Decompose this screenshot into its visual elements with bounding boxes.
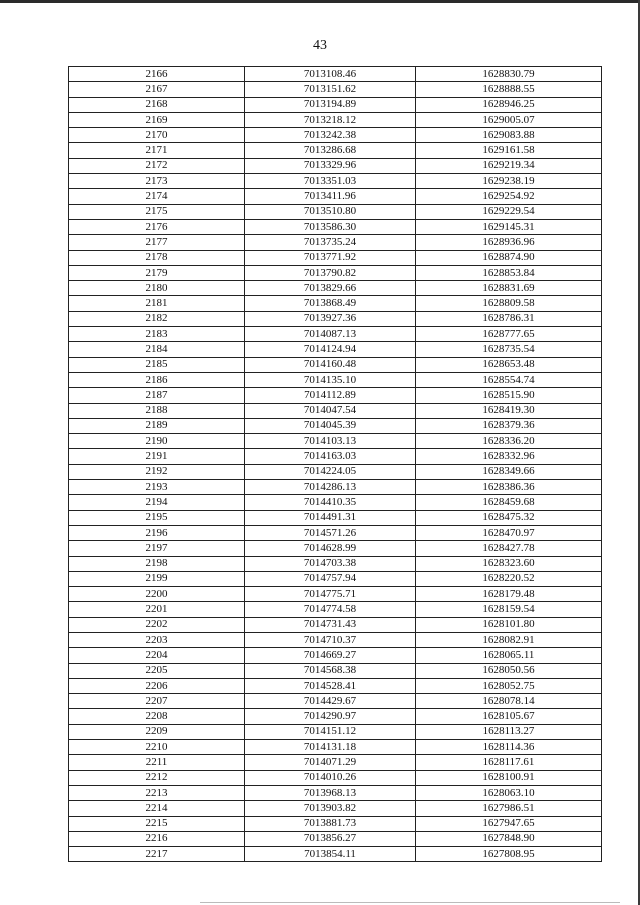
y-coordinate-cell: 1629219.34 <box>416 158 602 173</box>
x-coordinate-cell: 7014071.29 <box>245 755 416 770</box>
x-coordinate-cell: 7013286.68 <box>245 143 416 158</box>
point-number-cell: 2193 <box>69 480 245 495</box>
y-coordinate-cell: 1629161.58 <box>416 143 602 158</box>
y-coordinate-cell: 1628853.84 <box>416 265 602 280</box>
y-coordinate-cell: 1629229.54 <box>416 204 602 219</box>
y-coordinate-cell: 1628114.36 <box>416 740 602 755</box>
table-row <box>69 556 602 571</box>
y-coordinate-cell: 1628459.68 <box>416 495 602 510</box>
y-coordinate-cell: 1628332.96 <box>416 449 602 464</box>
point-number-cell: 2212 <box>69 770 245 785</box>
table-row <box>69 434 602 449</box>
point-number-cell: 2180 <box>69 281 245 296</box>
table-row <box>69 602 602 617</box>
table-row <box>69 831 602 846</box>
x-coordinate-cell: 7013881.73 <box>245 816 416 831</box>
x-coordinate-cell: 7014163.03 <box>245 449 416 464</box>
point-number-cell: 2214 <box>69 801 245 816</box>
y-coordinate-cell: 1628349.66 <box>416 464 602 479</box>
x-coordinate-cell: 7013868.49 <box>245 296 416 311</box>
y-coordinate-cell: 1628470.97 <box>416 525 602 540</box>
point-number-cell: 2198 <box>69 556 245 571</box>
x-coordinate-cell: 7014757.94 <box>245 571 416 586</box>
table-row <box>69 770 602 785</box>
point-number-cell: 2202 <box>69 617 245 632</box>
x-coordinate-cell: 7013510.80 <box>245 204 416 219</box>
x-coordinate-cell: 7013903.82 <box>245 801 416 816</box>
point-number-cell: 2172 <box>69 158 245 173</box>
x-coordinate-cell: 7013927.36 <box>245 311 416 326</box>
y-coordinate-cell: 1628735.54 <box>416 342 602 357</box>
table-row <box>69 250 602 265</box>
x-coordinate-cell: 7014731.43 <box>245 617 416 632</box>
table-row <box>69 801 602 816</box>
table-row <box>69 709 602 724</box>
point-number-cell: 2213 <box>69 785 245 800</box>
y-coordinate-cell: 1628653.48 <box>416 357 602 372</box>
point-number-cell: 2199 <box>69 571 245 586</box>
point-number-cell: 2171 <box>69 143 245 158</box>
point-number-cell: 2191 <box>69 449 245 464</box>
x-coordinate-cell: 7013829.66 <box>245 281 416 296</box>
point-number-cell: 2215 <box>69 816 245 831</box>
point-number-cell: 2195 <box>69 510 245 525</box>
x-coordinate-cell: 7013151.62 <box>245 82 416 97</box>
point-number-cell: 2206 <box>69 678 245 693</box>
y-coordinate-cell: 1628323.60 <box>416 556 602 571</box>
x-coordinate-cell: 7013856.27 <box>245 831 416 846</box>
x-coordinate-cell: 7014669.27 <box>245 648 416 663</box>
y-coordinate-cell: 1629005.07 <box>416 112 602 127</box>
point-number-cell: 2176 <box>69 219 245 234</box>
page-top-edge <box>0 0 640 3</box>
point-number-cell: 2201 <box>69 602 245 617</box>
x-coordinate-cell: 7014628.99 <box>245 541 416 556</box>
y-coordinate-cell: 1628117.61 <box>416 755 602 770</box>
table-row <box>69 663 602 678</box>
y-coordinate-cell: 1629238.19 <box>416 174 602 189</box>
point-number-cell: 2205 <box>69 663 245 678</box>
table-row <box>69 143 602 158</box>
x-coordinate-cell: 7014571.26 <box>245 525 416 540</box>
point-number-cell: 2185 <box>69 357 245 372</box>
table-row <box>69 694 602 709</box>
point-number-cell: 2204 <box>69 648 245 663</box>
y-coordinate-cell: 1628888.55 <box>416 82 602 97</box>
table-row <box>69 112 602 127</box>
point-number-cell: 2194 <box>69 495 245 510</box>
y-coordinate-cell: 1628078.14 <box>416 694 602 709</box>
x-coordinate-cell: 7014135.10 <box>245 372 416 387</box>
y-coordinate-cell: 1629145.31 <box>416 219 602 234</box>
point-number-cell: 2197 <box>69 541 245 556</box>
y-coordinate-cell: 1628113.27 <box>416 724 602 739</box>
coordinates-table <box>68 66 602 862</box>
table-row <box>69 632 602 647</box>
table-row <box>69 541 602 556</box>
x-coordinate-cell: 7014568.38 <box>245 663 416 678</box>
point-number-cell: 2166 <box>69 67 245 82</box>
y-coordinate-cell: 1628179.48 <box>416 587 602 602</box>
x-coordinate-cell: 7014528.41 <box>245 678 416 693</box>
point-number-cell: 2175 <box>69 204 245 219</box>
point-number-cell: 2170 <box>69 128 245 143</box>
point-number-cell: 2209 <box>69 724 245 739</box>
x-coordinate-cell: 7014131.18 <box>245 740 416 755</box>
x-coordinate-cell: 7013735.24 <box>245 235 416 250</box>
y-coordinate-cell: 1628050.56 <box>416 663 602 678</box>
table-row <box>69 97 602 112</box>
point-number-cell: 2217 <box>69 847 245 862</box>
y-coordinate-cell: 1628786.31 <box>416 311 602 326</box>
table-row <box>69 158 602 173</box>
point-number-cell: 2210 <box>69 740 245 755</box>
x-coordinate-cell: 7013242.38 <box>245 128 416 143</box>
table-row <box>69 740 602 755</box>
x-coordinate-cell: 7013854.11 <box>245 847 416 862</box>
x-coordinate-cell: 7014124.94 <box>245 342 416 357</box>
bottom-scan-line <box>200 902 620 903</box>
x-coordinate-cell: 7013108.46 <box>245 67 416 82</box>
y-coordinate-cell: 1628777.65 <box>416 327 602 342</box>
x-coordinate-cell: 7014103.13 <box>245 434 416 449</box>
table-row <box>69 357 602 372</box>
x-coordinate-cell: 7013351.03 <box>245 174 416 189</box>
point-number-cell: 2181 <box>69 296 245 311</box>
x-coordinate-cell: 7014410.35 <box>245 495 416 510</box>
table-row <box>69 464 602 479</box>
y-coordinate-cell: 1628809.58 <box>416 296 602 311</box>
x-coordinate-cell: 7013411.96 <box>245 189 416 204</box>
table-row <box>69 847 602 862</box>
point-number-cell: 2188 <box>69 403 245 418</box>
table-row <box>69 403 602 418</box>
point-number-cell: 2200 <box>69 587 245 602</box>
table-row <box>69 418 602 433</box>
table-row <box>69 587 602 602</box>
point-number-cell: 2203 <box>69 632 245 647</box>
y-coordinate-cell: 1627947.65 <box>416 816 602 831</box>
y-coordinate-cell: 1628386.36 <box>416 480 602 495</box>
x-coordinate-cell: 7014710.37 <box>245 632 416 647</box>
x-coordinate-cell: 7013968.13 <box>245 785 416 800</box>
table-row <box>69 372 602 387</box>
point-number-cell: 2179 <box>69 265 245 280</box>
table-row <box>69 571 602 586</box>
table-row <box>69 174 602 189</box>
table-row <box>69 724 602 739</box>
table-row <box>69 480 602 495</box>
y-coordinate-cell: 1628100.91 <box>416 770 602 785</box>
point-number-cell: 2168 <box>69 97 245 112</box>
y-coordinate-cell: 1628052.75 <box>416 678 602 693</box>
y-coordinate-cell: 1628082.91 <box>416 632 602 647</box>
y-coordinate-cell: 1628427.78 <box>416 541 602 556</box>
y-coordinate-cell: 1628475.32 <box>416 510 602 525</box>
y-coordinate-cell: 1628379.36 <box>416 418 602 433</box>
point-number-cell: 2216 <box>69 831 245 846</box>
coordinates-table-body <box>69 67 602 862</box>
table-row <box>69 265 602 280</box>
table-row <box>69 235 602 250</box>
table-row <box>69 281 602 296</box>
table-row <box>69 67 602 82</box>
x-coordinate-cell: 7013194.89 <box>245 97 416 112</box>
x-coordinate-cell: 7013790.82 <box>245 265 416 280</box>
x-coordinate-cell: 7014045.39 <box>245 418 416 433</box>
x-coordinate-cell: 7014112.89 <box>245 388 416 403</box>
y-coordinate-cell: 1628554.74 <box>416 372 602 387</box>
table-row <box>69 296 602 311</box>
table-row <box>69 311 602 326</box>
point-number-cell: 2182 <box>69 311 245 326</box>
point-number-cell: 2207 <box>69 694 245 709</box>
x-coordinate-cell: 7014010.26 <box>245 770 416 785</box>
point-number-cell: 2169 <box>69 112 245 127</box>
y-coordinate-cell: 1627848.90 <box>416 831 602 846</box>
table-row <box>69 525 602 540</box>
table-row <box>69 388 602 403</box>
y-coordinate-cell: 1628101.80 <box>416 617 602 632</box>
table-row <box>69 678 602 693</box>
point-number-cell: 2184 <box>69 342 245 357</box>
point-number-cell: 2208 <box>69 709 245 724</box>
point-number-cell: 2167 <box>69 82 245 97</box>
y-coordinate-cell: 1628105.67 <box>416 709 602 724</box>
point-number-cell: 2174 <box>69 189 245 204</box>
x-coordinate-cell: 7013329.96 <box>245 158 416 173</box>
x-coordinate-cell: 7014775.71 <box>245 587 416 602</box>
table-row <box>69 617 602 632</box>
y-coordinate-cell: 1628220.52 <box>416 571 602 586</box>
y-coordinate-cell: 1628336.20 <box>416 434 602 449</box>
y-coordinate-cell: 1628515.90 <box>416 388 602 403</box>
y-coordinate-cell: 1627986.51 <box>416 801 602 816</box>
y-coordinate-cell: 1627808.95 <box>416 847 602 862</box>
x-coordinate-cell: 7014160.48 <box>245 357 416 372</box>
y-coordinate-cell: 1628419.30 <box>416 403 602 418</box>
y-coordinate-cell: 1628831.69 <box>416 281 602 296</box>
x-coordinate-cell: 7014047.54 <box>245 403 416 418</box>
x-coordinate-cell: 7014151.12 <box>245 724 416 739</box>
y-coordinate-cell: 1629254.92 <box>416 189 602 204</box>
x-coordinate-cell: 7014774.58 <box>245 602 416 617</box>
y-coordinate-cell: 1628946.25 <box>416 97 602 112</box>
point-number-cell: 2192 <box>69 464 245 479</box>
table-row <box>69 495 602 510</box>
point-number-cell: 2173 <box>69 174 245 189</box>
table-row <box>69 785 602 800</box>
table-row <box>69 128 602 143</box>
table-row <box>69 204 602 219</box>
x-coordinate-cell: 7014290.97 <box>245 709 416 724</box>
table-row <box>69 510 602 525</box>
point-number-cell: 2183 <box>69 327 245 342</box>
table-row <box>69 816 602 831</box>
x-coordinate-cell: 7013771.92 <box>245 250 416 265</box>
table-row <box>69 755 602 770</box>
x-coordinate-cell: 7014224.05 <box>245 464 416 479</box>
y-coordinate-cell: 1628874.90 <box>416 250 602 265</box>
table-row <box>69 342 602 357</box>
table-row <box>69 327 602 342</box>
point-number-cell: 2190 <box>69 434 245 449</box>
y-coordinate-cell: 1628830.79 <box>416 67 602 82</box>
point-number-cell: 2177 <box>69 235 245 250</box>
point-number-cell: 2178 <box>69 250 245 265</box>
table-row <box>69 449 602 464</box>
table-row <box>69 219 602 234</box>
x-coordinate-cell: 7014286.13 <box>245 480 416 495</box>
page-number: 43 <box>313 38 327 53</box>
table-row <box>69 648 602 663</box>
table-row <box>69 189 602 204</box>
point-number-cell: 2186 <box>69 372 245 387</box>
x-coordinate-cell: 7014087.13 <box>245 327 416 342</box>
point-number-cell: 2187 <box>69 388 245 403</box>
y-coordinate-cell: 1629083.88 <box>416 128 602 143</box>
x-coordinate-cell: 7014703.38 <box>245 556 416 571</box>
y-coordinate-cell: 1628159.54 <box>416 602 602 617</box>
point-number-cell: 2196 <box>69 525 245 540</box>
x-coordinate-cell: 7014429.67 <box>245 694 416 709</box>
x-coordinate-cell: 7014491.31 <box>245 510 416 525</box>
table-row <box>69 82 602 97</box>
x-coordinate-cell: 7013586.30 <box>245 219 416 234</box>
x-coordinate-cell: 7013218.12 <box>245 112 416 127</box>
point-number-cell: 2211 <box>69 755 245 770</box>
y-coordinate-cell: 1628063.10 <box>416 785 602 800</box>
y-coordinate-cell: 1628065.11 <box>416 648 602 663</box>
point-number-cell: 2189 <box>69 418 245 433</box>
y-coordinate-cell: 1628936.96 <box>416 235 602 250</box>
